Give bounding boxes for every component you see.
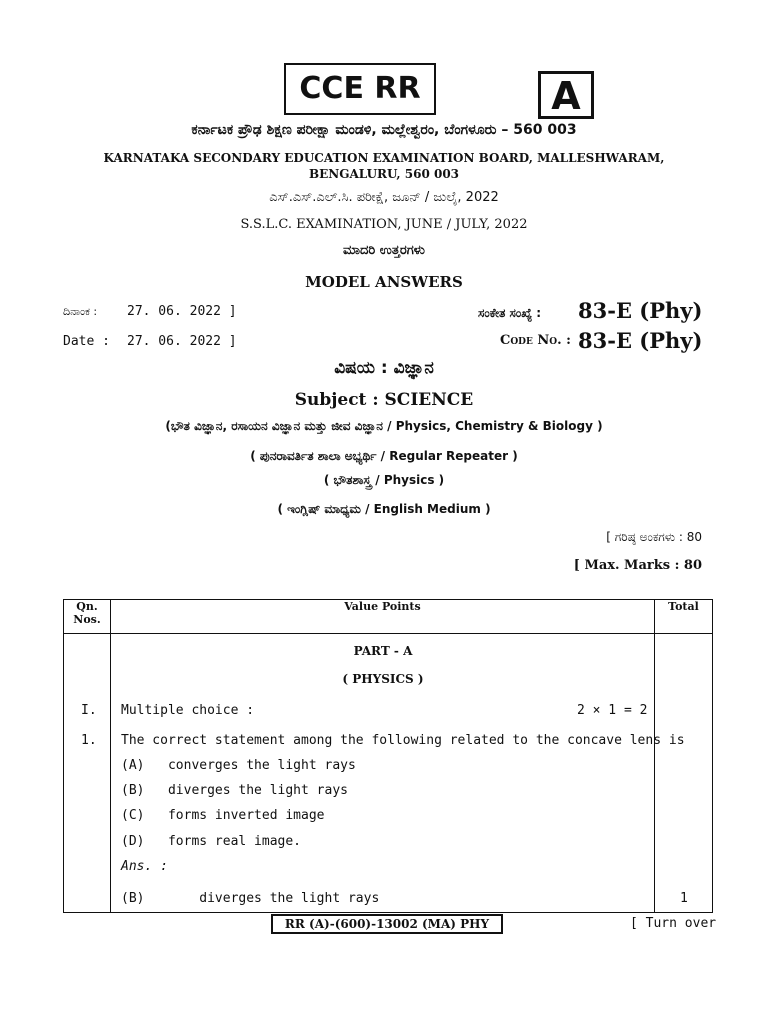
model-answers-english: MODEL ANSWERS [305,273,463,291]
question-text: The correct statement among the following related to the concave lens is [121,733,685,748]
subject-english: Subject : SCIENCE [294,390,474,410]
physics-label: ( ಭೌತಶಾಸ್ತ್ರ / Physics ) [323,473,445,487]
repeater-label: ( ಪುನರಾವರ್ತಿತ ಶಾಲಾ ಅಭ್ಯರ್ಥಿ / Regular Repeater ) [250,449,518,463]
section-number: I. [81,703,97,718]
date-label-kannada: ದಿನಾಂಕ : [63,305,98,318]
value-points-header: Value Points [111,600,655,634]
option-d: (D) forms real image. [121,834,302,849]
cce-rr-box: CCE RR [284,63,436,115]
model-answers-kannada: ಮಾದರಿ ಉತ್ತರಗಳು [343,243,425,258]
code-label-english: Code No. : [500,333,571,348]
exam-title-kannada: ಎಸ್.ಎಸ್.ಎಲ್.ಸಿ. ಪರೀಕ್ಷೆ, ಜೂನ್ / ಜುಲೈ, 2022 [269,190,499,205]
question-number: 1. [81,733,97,748]
board-name-english-line1: KARNATAKA SECONDARY EDUCATION EXAMINATION BOARD, MALLESHWARAM, [103,151,665,165]
qn-nos-header: Qn. Nos. [64,600,111,634]
answer-marks: 1 [680,891,688,906]
turn-over-label: [ Turn over [630,916,717,931]
section-label: Multiple choice : [121,703,255,718]
option-b: (B) diverges the light rays [121,783,348,798]
board-name-english-line2: BENGALURU, 560 003 [308,167,460,181]
answer-text: (B) diverges the light rays [121,891,380,906]
subject-kannada: ವಿಷಯ : ವಿಜ್ಞಾನ [334,358,434,378]
code-value-english: 83-E (Phy) [578,328,703,353]
date-label-english: Date : [63,334,110,349]
exam-title-english: S.S.L.C. EXAMINATION, JUNE / JULY, 2022 [240,217,528,232]
answer-label: Ans. : [121,859,168,874]
subject-detail: (ಭೌತ ವಿಜ್ಞಾನ, ರಸಾಯನ ವಿಜ್ಞಾನ ಮತ್ತು ಜೀವ ವಿಜ್ಞಾನ / Physics, Chemistry & Biology ) [165,419,603,433]
option-c: (C) forms inverted image [121,808,325,823]
footer-code-box: RR (A)-(600)-13002 (MA) PHY [271,914,503,934]
medium-label: ( ಇಂಗ್ಲಿಷ್ ಮಾಧ್ಯಮ / English Medium ) [277,502,491,516]
board-name-kannada: ಕರ್ನಾಟಕ ಪ್ರೌಢ ಶಿಕ್ಷಣ ಪರೀಕ್ಷಾ ಮಂಡಳಿ, ಮಲ್ಲೇಶ್ವರಂ, ಬೆಂಗಳೂರು – 560 003 [191,122,577,138]
date-value-english: 27. 06. 2022 ] [127,334,237,349]
max-marks-english: [ Max. Marks : 80 [573,558,702,573]
part-subheading: ( PHYSICS ) [342,672,424,686]
max-marks-kannada: [ ಗರಿಷ್ಠ ಅಂಕಗಳು : 80 [606,530,702,544]
section-marks: 2 × 1 = 2 [577,703,648,718]
total-header: Total [655,600,713,634]
code-label-kannada: ಸಂಕೇತ ಸಂಖ್ಯೆ : [478,306,542,320]
table-header-row [64,600,713,634]
option-a: (A) converges the light rays [121,758,356,773]
version-box: A [538,71,594,119]
date-value-kannada: 27. 06. 2022 ] [127,304,237,319]
code-value-kannada: 83-E (Phy) [578,298,703,323]
part-heading: PART - A [353,644,413,658]
